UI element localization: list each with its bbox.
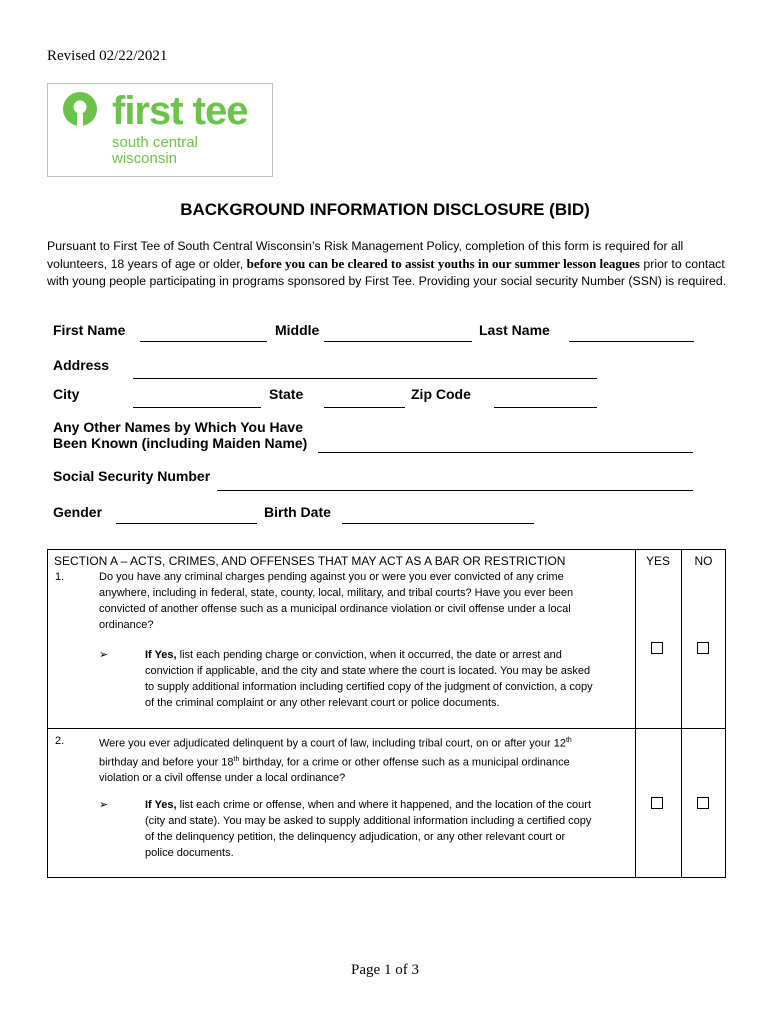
section-a-table <box>47 549 726 878</box>
ifyes-label: If Yes, <box>145 649 177 661</box>
ifyes-label: If Yes, <box>145 799 177 811</box>
intro-paragraph <box>47 238 727 290</box>
question-2-line: birthday and before your 18 <box>99 756 234 769</box>
middle-name-label: Middle <box>275 322 320 338</box>
q1-yes-checkbox[interactable] <box>651 642 663 654</box>
logo-subtitle-line2: wisconsin <box>112 150 178 167</box>
logo-wordmark: first tee <box>112 89 248 133</box>
last-name-field[interactable] <box>569 341 694 342</box>
birth-date-field[interactable] <box>342 523 534 524</box>
intro-text-part2: prior to contact with young people participating in programs sponsored by First Tee. Providing your social security Number (SSN) is required. <box>47 257 727 288</box>
ifyes-line: list each crime or offense, when and where it happened, and the location of the court <box>176 799 591 811</box>
column-divider <box>635 550 636 877</box>
question-2-line: Were you ever adjudicated delinquent by a court of law, including tribal court, on or after your 12 <box>99 737 566 750</box>
ifyes-line: list each pending charge or conviction, when it occurred, the date or arrest and <box>176 649 562 661</box>
q1-no-checkbox[interactable] <box>697 642 709 654</box>
logo-subtitle-line1: south central <box>112 134 198 151</box>
zip-code-label: Zip Code <box>411 386 471 402</box>
gender-field[interactable] <box>116 523 257 524</box>
column-divider <box>681 550 682 877</box>
q2-no-checkbox[interactable] <box>697 797 709 809</box>
question-2-text <box>99 733 629 786</box>
bullet-arrow-icon: ➢ <box>99 649 109 661</box>
first-name-field[interactable] <box>140 341 267 342</box>
row-divider <box>48 728 725 729</box>
state-field[interactable] <box>324 407 405 408</box>
intro-emphasis: before you can be cleared to assist youths in our summer lesson leagues <box>246 256 640 271</box>
bullet-arrow-icon: ➢ <box>99 799 109 811</box>
address-field[interactable] <box>133 378 597 379</box>
city-label: City <box>53 386 80 402</box>
city-field[interactable] <box>133 407 261 408</box>
ifyes-line: police documents. <box>145 847 234 859</box>
superscript-th: th <box>233 755 240 763</box>
address-label: Address <box>53 357 110 373</box>
question-1-line: ordinance? <box>99 619 154 631</box>
ifyes-line: of the criminal complaint or any other relevant court or police documents. <box>145 697 500 709</box>
question-1-ifyes <box>145 647 631 711</box>
page-number: Page 1 of 3 <box>351 962 419 978</box>
yes-column-header: YES <box>645 554 670 568</box>
question-1-line: convicted of another offense such as a municipal ordinance violation or civil offense under a local <box>99 603 571 615</box>
first-tee-logo <box>47 83 273 177</box>
question-1-line: Do you have any criminal charges pending against you or were you ever convicted of any crime <box>99 571 564 583</box>
question-2-ifyes <box>145 797 631 861</box>
revised-date: Revised 02/22/2021 <box>47 48 168 64</box>
question-2-line: violation or a civil offense under a local ordinance? <box>99 772 346 785</box>
ssn-field[interactable] <box>217 490 693 491</box>
question-1-line: anywhere, including in federal, state, county, local, military, and tribal courts? Have you ever been <box>99 587 574 599</box>
zip-code-field[interactable] <box>494 407 597 408</box>
superscript-th: th <box>565 737 572 744</box>
ifyes-line: of the delinquency petition, the delinquency adjudication, or any other relevant court or <box>145 831 566 843</box>
other-names-field[interactable] <box>318 452 693 453</box>
middle-name-field[interactable] <box>324 341 472 342</box>
question-1-number: 1. <box>55 571 65 583</box>
state-label: State <box>269 386 304 402</box>
ifyes-line: conviction if applicable, and the city and state where the court is located. You may be asked <box>145 665 591 677</box>
ifyes-line: (city and state). You may be asked to supply additional information including a certified copy <box>145 815 592 827</box>
ssn-label: Social Security Number <box>53 468 211 484</box>
question-2-number: 2. <box>55 735 65 747</box>
ifyes-line: to supply additional information including certified copy of the judgment of conviction, a copy <box>145 681 593 693</box>
last-name-label: Last Name <box>479 322 550 338</box>
section-a-heading: SECTION A – ACTS, CRIMES, AND OFFENSES THAT MAY ACT AS A BAR OR RESTRICTION <box>54 554 566 568</box>
page-title: BACKGROUND INFORMATION DISCLOSURE (BID) <box>180 200 590 219</box>
birth-date-label: Birth Date <box>264 504 331 520</box>
question-2-line: birthday, for a crime or other offense such as a municipal ordinance <box>239 756 570 769</box>
other-names-label-line1: Any Other Names by Which You Have <box>53 419 303 435</box>
question-1-text <box>99 569 629 633</box>
first-tee-pin-icon <box>60 90 102 136</box>
other-names-label-line2: Been Known (including Maiden Name) <box>53 435 308 451</box>
gender-label: Gender <box>53 504 103 520</box>
intro-text-part1: Pursuant to First Tee of South Central Wisconsin’s Risk Management Policy, completion of this form is required for all volunteers, 18 years of age or older, <box>47 239 684 271</box>
first-name-label: First Name <box>53 322 126 338</box>
no-column-header: NO <box>694 554 713 568</box>
q2-yes-checkbox[interactable] <box>651 797 663 809</box>
